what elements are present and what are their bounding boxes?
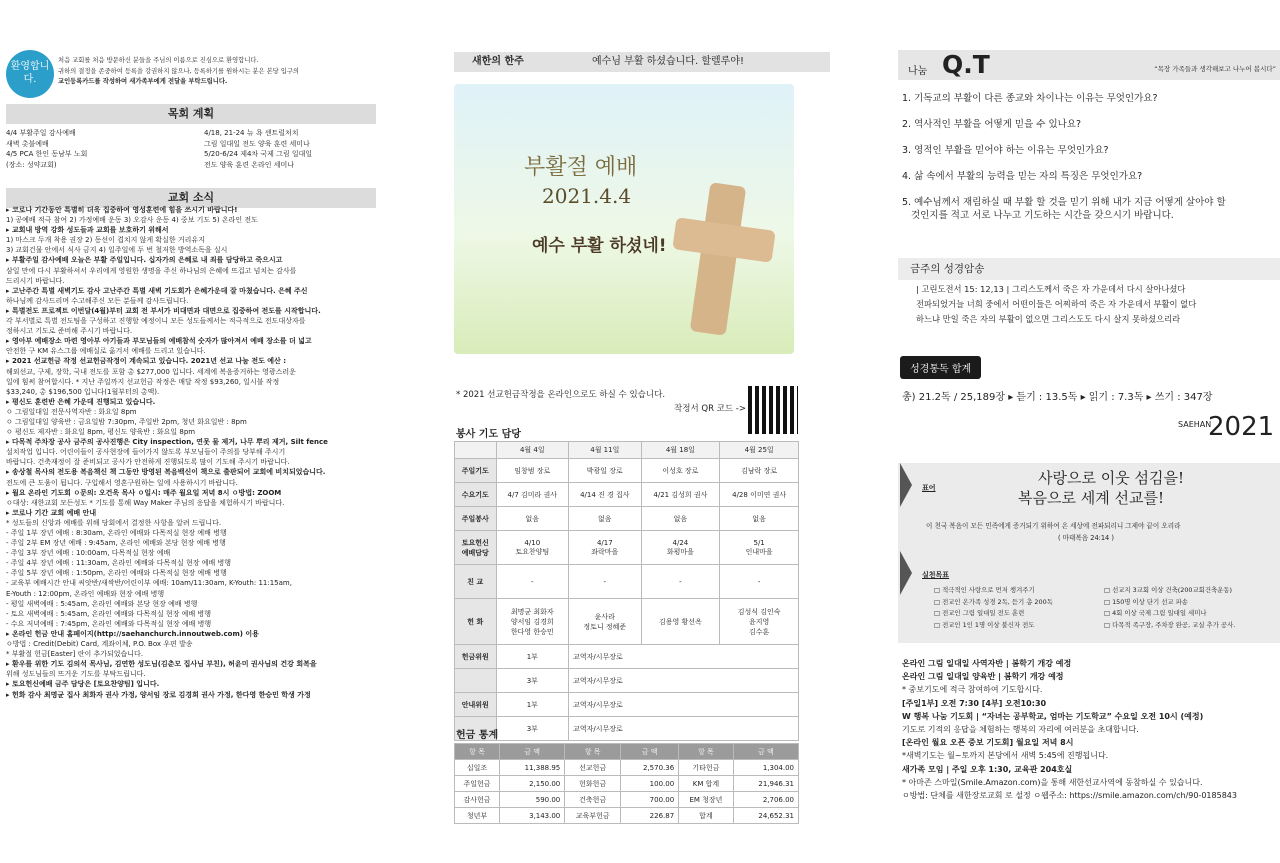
table-cell: 김성식 김인숙 윤지영 김수훈 bbox=[720, 599, 799, 645]
welcome-line: 귀하의 결정을 존중하여 등록을 강권하지 않으나, 등록하기를 원하시는 분은 본당 입구의 bbox=[58, 67, 299, 75]
news-item: 1) 공예배 적극 참여 2) 가정예배 운동 3) 오감사 운동 4) 중보 기도 5) 온라인 전도 bbox=[6, 216, 258, 225]
left-column bbox=[0, 0, 380, 863]
motto-line: 사랑으로 이웃 섬김을! bbox=[1038, 469, 1184, 487]
news-item: E-Youth : 12:00pm, 온라인 예배와 현장 예배 병행 bbox=[6, 589, 165, 598]
schedule-left bbox=[6, 128, 181, 170]
news-item: 해외선교, 구제, 장학, 국내 전도를 포함 총 $277,000 입니다. 세계에 복음증거하는 영광스러운 bbox=[6, 367, 296, 376]
table-cell: 박광일 장로 bbox=[569, 459, 641, 483]
table-cell: 3부 bbox=[496, 669, 569, 693]
table-cell: 4/17 좌락마을 bbox=[569, 531, 641, 565]
table-row bbox=[455, 717, 799, 741]
table-cell: 1,304.00 bbox=[733, 760, 798, 776]
finance-table bbox=[454, 743, 799, 824]
motto-verse: 이 천국 복음이 모든 민족에게 증거되기 위하여 온 세상에 전파되리니 그제야 끝이 오리라 bbox=[926, 522, 1181, 530]
table-cell: 5/1 인내마을 bbox=[720, 531, 799, 565]
table-cell: 김용영 황선옥 bbox=[641, 599, 720, 645]
schedule-item: 4/5 PCA 한인 동남부 노회 bbox=[6, 150, 88, 158]
middle-column bbox=[448, 0, 838, 863]
schedule-item: 4/18, 21-24 뉴 욕 센트럴처치 bbox=[204, 129, 299, 137]
qt-tag: “목장 가족들과 생각해보고 나누어 봅시다” bbox=[1154, 65, 1276, 73]
table-header-row bbox=[455, 442, 799, 459]
news-item: - 평일 새벽예배 : 5:45am, 온라인 예배와 본당 현장 예배 병행 bbox=[6, 599, 198, 608]
note-item: [주일1부] 오전 7:30 [4부] 오전10:30 bbox=[902, 698, 1047, 708]
schedule-right bbox=[204, 128, 379, 170]
table-cell: 교역자/시무장로 bbox=[569, 645, 799, 669]
hero-subtitle: 예수 부활 하셨네! bbox=[532, 236, 667, 256]
news-item: ▸ 코로나 기간 교회 예배 안내 bbox=[6, 508, 97, 517]
table-header-cell: 4월 18일 bbox=[641, 442, 720, 459]
table-cell: 3부 bbox=[496, 717, 569, 741]
arrow-icon bbox=[900, 463, 912, 507]
table-cell: 1부 bbox=[496, 693, 569, 717]
qt-question: 5. 예수님께서 재림하실 때 부활 할 것을 믿기 위해 내가 지금 어떻게 살아야 할 bbox=[902, 197, 1226, 208]
table-row bbox=[455, 792, 799, 808]
table-cell: 교역자/시무장로 bbox=[569, 693, 799, 717]
qt-question: 3. 영적인 부활을 믿어야 하는 이유는 무엇인가요? bbox=[902, 145, 1109, 156]
table-row bbox=[455, 693, 799, 717]
schedule-item: 전도 양육 훈련 온라인 세미나 bbox=[204, 160, 295, 169]
note-item: * 중보기도에 적극 참여하여 기도합시다. bbox=[902, 685, 1043, 695]
note-item: 새가족 모임 | 주일 오후 1:30, 교육관 204호실 bbox=[902, 764, 1073, 774]
table-row bbox=[455, 599, 799, 645]
table-cell: 윤사라 정토니 정혜준 bbox=[569, 599, 641, 645]
notes-list bbox=[902, 657, 1280, 802]
table-cell: 4/21 김성희 권사 bbox=[641, 483, 720, 507]
table-cell: 3,143.00 bbox=[500, 808, 565, 824]
table-cell: EM 청장년 bbox=[679, 792, 734, 808]
news-item: ㅇ 평신도 제자반 : 화요일 8pm, 평신도 양육반 : 화요일 8pm bbox=[6, 428, 196, 437]
qr-note-line: * 2021 선교헌금작정을 온라인으로도 하실 수 있습니다. bbox=[456, 390, 666, 400]
table-row bbox=[455, 669, 799, 693]
qt-question: 1. 기독교의 부활이 다른 종교와 차이나는 이유는 무엇인가요? bbox=[902, 93, 1158, 104]
table-cell: 교육부헌금 bbox=[565, 808, 621, 824]
table-cell: 선교헌금 bbox=[565, 760, 621, 776]
news-item: 정하시고 기도로 준비해 주시기 바랍니다. bbox=[6, 327, 133, 336]
note-item: W 행복 나눔 기도회 | “자녀는 공부학교, 엄마는 기도학교” 수요일 오전 10시 (예정) bbox=[902, 711, 1204, 721]
qt-question: 것인지를 적고 서로 나누고 기도하는 시간을 갖으시기 바랍니다. bbox=[902, 210, 1174, 221]
news-item: 전도에 큰 도움이 됩니다. 구입해서 영혼구원하는 일에 사용하시기 바랍니다. bbox=[6, 478, 238, 487]
schedule-item: (장소: 성약교회) bbox=[6, 160, 57, 169]
table-cell: 건축헌금 bbox=[565, 792, 621, 808]
goal-item: □ 다목적 족구장, 주차장 완공, 교실 추가 공사. bbox=[1104, 620, 1236, 629]
table-cell: 226.87 bbox=[621, 808, 679, 824]
goal-item: □ 선교지 3교회 이상 건축(200교회건축운동) bbox=[1104, 586, 1233, 594]
hero-date: 2021.4.4 bbox=[542, 184, 632, 208]
table-header-cell: 금 액 bbox=[500, 744, 565, 760]
week-header-label: 새한의 한주 bbox=[472, 56, 524, 67]
schedule-title: 목회 계획 bbox=[6, 104, 376, 124]
table-cell: 주일기도 bbox=[455, 459, 497, 483]
table-header-cell: 4월 25일 bbox=[720, 442, 799, 459]
table-row bbox=[455, 776, 799, 792]
news-item: * 성도들의 신앙과 예배를 위해 당회에서 결정한 사항을 알려 드립니다. bbox=[6, 518, 222, 527]
news-item: ▸ 평신도 훈련반 은혜 가운데 진행되고 있습니다. bbox=[6, 397, 156, 406]
welcome-line: 교인등록카드를 작성하여 새가족부에게 전달을 부탁드립니다. bbox=[58, 78, 228, 85]
news-item: 바랍니다. 건축재정이 잘 준비되고 공사가 안전하게 진행되도록 많이 기도해 주시기 바랍니다. bbox=[6, 458, 290, 467]
news-item: - 토요 새벽예배 : 5:45am, 온라인 예배와 다목적실 현장 예배 병행 bbox=[6, 609, 211, 618]
goal-item: □ 적극적인 사랑으로 먼저 챙겨주기 bbox=[934, 586, 1035, 594]
table-cell: 최명균 최화자 양서임 김경희 한다영 한승민 bbox=[496, 599, 569, 645]
news-item: - 주일 4부 장년 예배 : 11:30am, 온라인 예배와 다목적실 현장 예배 병행 bbox=[6, 559, 232, 568]
news-item: 드리시기 바랍니다. bbox=[6, 276, 65, 285]
news-list bbox=[6, 205, 378, 700]
verse-line: | 고린도전서 15: 12,13 | 그리스도께서 죽은 자 가운데서 다시 살아나셨다 bbox=[916, 284, 1186, 294]
news-item: 안전한 구 KM 유스그룹 예배실로 옮겨서 예배를 드리고 있습니다. bbox=[6, 347, 206, 356]
news-item: ▸ 월요 온라인 기도회 ㅇ문의: 오건욱 목사 ㅇ일시: 매주 월요일 저녁 8시 ㅇ방법: ZOOM bbox=[6, 488, 282, 497]
news-item: ▸ 특별전도 프로젝트 이번달(4월)부터 교회 전 부서가 비대면과 대면으로 집중하여 전도를 시작합니다. bbox=[6, 306, 321, 315]
table-cell: 590.00 bbox=[500, 792, 565, 808]
news-item: ▸ 다목적 주차장 공사 금주의 공사진행은 City inspection, 연못 물 제거, 나무 뿌리 제거, Silt fence bbox=[6, 438, 328, 447]
news-item: - 주일 2부 EM 장년 예배 : 9:45am, 온라인 예배와 본당 현장 예배 병행 bbox=[6, 539, 226, 548]
mission-box bbox=[898, 463, 1280, 643]
table-cell: 21,946.31 bbox=[733, 776, 798, 792]
table-cell: - bbox=[569, 565, 641, 599]
bible-stats: 총) 21.2독 / 25,189장 ▸ 듣기 : 13.5독 ▸ 읽기 : 7.3독 ▸ 쓰기 : 347장 bbox=[902, 392, 1213, 403]
bible-badge: 성경통독 합계 bbox=[900, 356, 981, 379]
goals-label: 실천목표 bbox=[922, 571, 950, 579]
table-cell: 김남락 장로 bbox=[720, 459, 799, 483]
table-header-cell bbox=[455, 442, 497, 459]
schedule-item: 5/20-6/24 제4차 국제 그림 일대일 bbox=[204, 150, 313, 158]
news-item: - 주일 5부 장년 예배 : 1:50pm, 온라인 예배와 다목적실 현장 예배 병행 bbox=[6, 569, 227, 578]
table-header-cell: 항 목 bbox=[565, 744, 621, 760]
week-header-text: 예수님 부활 하셨습니다. 할렐루야! bbox=[592, 56, 744, 67]
news-item: 3) 교회건물 안에서 식사 금지 4) 일주일에 두 번 철저한 방역소독을 실시 bbox=[6, 246, 228, 255]
qr-note bbox=[456, 388, 746, 416]
news-item: ▸ 송상철 목사의 전도용 복음책신 책 그동안 방영된 복음백신이 책으로 출판되어 교회에 비치되었습니다. bbox=[6, 468, 326, 477]
qr-code-icon[interactable] bbox=[748, 386, 798, 434]
news-item: - 교육부 예배시간 안내 씨앗반/새싹반/어린이부 예배: 10am/11:30am, K-Youth: 11:15am, bbox=[6, 579, 292, 588]
note-item: 온라인 그림 일대일 양육반 | 봄학기 개강 예정 bbox=[902, 672, 1064, 682]
table-cell: 없음 bbox=[720, 507, 799, 531]
news-title: 교회 소식 bbox=[6, 188, 376, 208]
schedule-item: 4/4 부활주일 감사예배 bbox=[6, 129, 76, 137]
table-cell: 4/14 진 경 집사 bbox=[569, 483, 641, 507]
news-item: ㅇ대상: 새한교회 모든성도 * 기도를 통해 Way Maker 주님의 응답을 체험하시기 바랍니다. bbox=[6, 498, 285, 507]
qt-question: 2. 역사적인 부활을 어떻게 믿을 수 있나요? bbox=[902, 119, 1082, 130]
goal-item: □ 전교인 온가족 성경 2독, 듣기 총 200독 bbox=[934, 597, 1053, 606]
note-item: 기도로 기적의 응답을 체험하는 행복의 자리에 여러분을 초대합니다. bbox=[902, 725, 1139, 735]
cross-icon bbox=[672, 217, 775, 263]
table-cell: - bbox=[720, 565, 799, 599]
right-column bbox=[892, 0, 1280, 863]
note-item: ㅇ방법: 단체를 새한장로교회 로 설정 ㅇ웹주소: https://smile.amazon.com/ch/90-0185843 bbox=[902, 791, 1237, 801]
news-item: ㅇ 그림일대일 전문사역자반 : 화요일 8pm bbox=[6, 407, 137, 416]
table-header-row bbox=[455, 744, 799, 760]
news-item: - 주일 3부 장년 예배 : 10:00am, 다목적실 현장 예배 bbox=[6, 549, 171, 558]
news-item: ㅇ 그림일대일 양육반 : 금요일밤 7:30pm, 주일반 2pm, 청년 화요일반 : 8pm bbox=[6, 417, 247, 426]
news-item: ▸ 온라인 헌금 안내 홈페이지(http://saehanchurch.innoutweb.com) 이용 bbox=[6, 629, 259, 638]
table-cell: 청년부 bbox=[455, 808, 500, 824]
welcome-text bbox=[58, 56, 378, 88]
goal-item: □ 전교인 1인 1명 이상 불신자 전도 bbox=[934, 620, 1035, 629]
table-cell: 친 교 bbox=[455, 565, 497, 599]
motto-ref: ( 마태복음 24:14 ) bbox=[1058, 534, 1114, 542]
news-item: ▸ 영아부 예배장소 마련 영아부 아기들과 부모님들의 예배참석 숫자가 많아져서 예배 장소를 더 넓고 bbox=[6, 337, 312, 346]
table-cell: 교역자/시무장로 bbox=[569, 717, 799, 741]
finance-title: 헌금 통계 bbox=[456, 730, 499, 741]
verse-text bbox=[916, 282, 1280, 327]
table-row bbox=[455, 645, 799, 669]
hero-title: 부활절 예배 bbox=[524, 155, 638, 180]
table-cell: 4/28 이미연 권사 bbox=[720, 483, 799, 507]
schedule-item: 그림 일대일 전도 양육 훈련 세미나 bbox=[204, 139, 310, 148]
easter-illustration bbox=[454, 84, 794, 354]
news-item: ㅇ방법 : Credit(Debit) Card, 계좌이체, P.O. Box 우편 발송 bbox=[6, 640, 193, 649]
news-item: ▸ 코로나 기간동안 특별히 더욱 집중하여 영성훈련에 힘을 쓰시기 바랍니다! bbox=[6, 206, 238, 214]
table-cell: - bbox=[641, 565, 720, 599]
table-row bbox=[455, 760, 799, 776]
qr-note-line: 작정서 QR 코드 -> bbox=[674, 404, 746, 414]
goal-item: □ 150명 이상 단기 선교 파송 bbox=[1104, 597, 1188, 606]
schedule-item: 새벽 촛불예배 bbox=[6, 139, 49, 148]
prayer-title: 봉사 기도 담당 bbox=[456, 429, 521, 440]
table-cell: 토요헌신 예배담당 bbox=[455, 531, 497, 565]
news-item: 하나님께 감사드리며 수고해주신 모든 분들께 감사드립니다. bbox=[6, 296, 189, 305]
table-cell: 없음 bbox=[641, 507, 720, 531]
news-item: 1) 마스크 두개 착용 권장 2) 동선이 겹치지 않게 확실한 거리유지 bbox=[6, 236, 205, 245]
news-item: 설치작업 입니다. 어린이들이 공사현장에 들어가지 않도록 부모님들이 주의를 당부해 주시기 bbox=[6, 448, 286, 457]
note-item: 온라인 그림 일대일 사역자반 | 봄학기 개강 예정 bbox=[902, 659, 1072, 668]
arrow-icon bbox=[900, 551, 912, 595]
note-item: *새벽기도는 월~토까지 본당에서 새벽 5:45에 진행됩니다. bbox=[902, 751, 1109, 761]
table-cell: 주일헌금 bbox=[455, 776, 500, 792]
table-cell: 주일봉사 bbox=[455, 507, 497, 531]
table-header-cell: 금 액 bbox=[733, 744, 798, 760]
news-item: 위해 성도님들의 뜨거운 기도를 부탁드립니다. bbox=[6, 670, 146, 679]
table-cell: 교역자/시무장로 bbox=[569, 669, 799, 693]
table-cell: 1부 bbox=[496, 645, 569, 669]
news-item: $33,240, 총 $196,500 입니다(1월부터의 총액). bbox=[6, 387, 160, 396]
table-cell: KM 합계 bbox=[679, 776, 734, 792]
table-header-cell: 금 액 bbox=[621, 744, 679, 760]
table-cell: 100.00 bbox=[621, 776, 679, 792]
table-cell: 2,150.00 bbox=[500, 776, 565, 792]
table-header-cell: 4월 11일 bbox=[569, 442, 641, 459]
week-header bbox=[454, 52, 830, 72]
table-cell: - bbox=[496, 565, 569, 599]
table-cell: 수요기도 bbox=[455, 483, 497, 507]
table-cell: 안내위원 bbox=[455, 693, 497, 717]
table-cell: 감사헌금 bbox=[455, 792, 500, 808]
table-cell: 4/7 김미라 권사 bbox=[496, 483, 569, 507]
table-cell: 임창범 장로 bbox=[496, 459, 569, 483]
table-row bbox=[455, 459, 799, 483]
note-item: * 아마존 스마일(Smile.Amazon.com)을 통해 새한선교사역에 동참하실 수 있습니다. bbox=[902, 777, 1203, 787]
table-header-cell: 항 목 bbox=[679, 744, 734, 760]
qt-question: 4. 삶 속에서 부활의 능력을 믿는 자의 특징은 무엇인가요? bbox=[902, 171, 1143, 182]
table-header-cell: 항 목 bbox=[455, 744, 500, 760]
cross-icon bbox=[690, 182, 747, 336]
news-item: ▸ 토요헌신예배 금주 담당은 [토요찬양팀] 입니다. bbox=[6, 680, 160, 689]
table-cell: 2,706.00 bbox=[733, 792, 798, 808]
news-item: ▸ 헌화 감사 최명균 집사 최화자 권사 가정, 양서임 장로 김경희 권사 가정, 한다영 한승민 학생 가정 bbox=[6, 690, 311, 699]
table-cell: 24,652.31 bbox=[733, 808, 798, 824]
motto-line: 복음으로 세계 선교를! bbox=[1018, 489, 1164, 507]
news-item: 각 부서별로 특별 전도팀을 구성하고 진행할 예정이니 모든 성도들께서는 적극적으로 전도대상자를 bbox=[6, 317, 306, 326]
news-item: ▸ 환우를 위한 기도 김의석 목사님, 김연한 성도님(김춘모 집사님 부친), 허윤미 권사님의 건강 회복을 bbox=[6, 660, 317, 669]
news-item: 삼일 만에 다시 부활하셔서 우리에게 영원한 생명을 주신 하나님의 은혜에 뜨겁고 넘치는 감사를 bbox=[6, 266, 297, 275]
qt-prefix: 나눔 bbox=[908, 66, 928, 77]
table-row bbox=[455, 507, 799, 531]
qt-questions bbox=[902, 92, 1280, 235]
news-item: * 부활절 헌금[Easter] 란이 추가되었습니다. bbox=[6, 650, 144, 659]
goal-item: □ 전교인 그림 일대일 전도 훈련 bbox=[934, 609, 1025, 617]
table-cell: 4/10 토요찬양팀 bbox=[496, 531, 569, 565]
table-cell: 헌화헌금 bbox=[565, 776, 621, 792]
table-row bbox=[455, 808, 799, 824]
table-row bbox=[455, 531, 799, 565]
table-cell: 11,388.95 bbox=[500, 760, 565, 776]
news-item: ▸ 교회내 방역 강화 성도들과 교회를 보호하기 위해서 bbox=[6, 226, 169, 235]
news-item: ▸ 2021 선교헌금 작정 선교헌금작정이 계속되고 있습니다. 2021년 선교 나눔 전도 예산 : bbox=[6, 357, 287, 366]
brand-label: SAEHAN bbox=[1178, 420, 1212, 429]
table-cell: 십일조 bbox=[455, 760, 500, 776]
table-cell: 2,570.36 bbox=[621, 760, 679, 776]
news-item: ▸ 고난주간 특별 새벽기도 감사 고난주간 특별 새벽 기도회가 은혜가운데 잘 마쳤습니다. 은혜 주신 bbox=[6, 286, 308, 295]
table-cell: 없음 bbox=[496, 507, 569, 531]
welcome-line: 처음 교회를 처음 방문하신 분들을 주님의 이름으로 진심으로 환영합니다. bbox=[58, 57, 259, 64]
table-header-cell: 4월 4일 bbox=[496, 442, 569, 459]
table-cell: 합계 bbox=[679, 808, 734, 824]
goal-item: □ 4회 이상 국제 그림 일대일 세미나 bbox=[1104, 609, 1207, 617]
qt-header bbox=[898, 50, 1280, 80]
note-item: [온라인 월요 오픈 중보 기도회] 월요일 저녁 8시 bbox=[902, 738, 1074, 748]
motto-label: 표어 bbox=[922, 484, 936, 492]
welcome-badge: 환영합니다. bbox=[6, 50, 54, 98]
verse-line: 전파되었거늘 너희 중에서 어떤이들은 어찌하여 죽은 자 가운데서 부활이 없다 bbox=[916, 299, 1197, 309]
table-cell bbox=[455, 669, 497, 693]
table-row bbox=[455, 565, 799, 599]
table-row bbox=[455, 483, 799, 507]
verse-line: 하느냐 만일 죽은 자의 부활이 없으면 그리스도도 다시 살지 못하셨으리라 bbox=[916, 314, 1181, 324]
table-cell: 없음 bbox=[569, 507, 641, 531]
table-cell: 이성호 장로 bbox=[641, 459, 720, 483]
table-cell: 700.00 bbox=[621, 792, 679, 808]
prayer-table bbox=[454, 441, 799, 741]
news-item: - 주일 1부 장년 예배 : 8:30am, 온라인 예배와 다목적실 현장 예배 병행 bbox=[6, 529, 227, 537]
table-cell: 헌금위원 bbox=[455, 645, 497, 669]
news-item: - 수요 저녁예배 : 7:45pm, 온라인 예배와 다목적실 현장 예배 병행 bbox=[6, 619, 212, 628]
news-item: 일에 힘써 참여합시다. * 지난 주일까지 선교헌금 작정은 매달 작정 $93,260, 일시불 작정 bbox=[6, 377, 280, 386]
qt-title: Q.T bbox=[942, 50, 990, 79]
verse-title: 금주의 성경암송 bbox=[898, 258, 1280, 280]
brand-year: 2021 bbox=[1208, 412, 1275, 442]
table-cell: 헌 화 bbox=[455, 599, 497, 645]
table-cell: 4/24 화평마을 bbox=[641, 531, 720, 565]
goals-list bbox=[934, 585, 1280, 631]
news-item: ▸ 부활주일 감사예배 오늘은 부활 주일입니다. 십자가의 은혜로 내 죄를 담당하고 죽으시고 bbox=[6, 256, 283, 265]
table-cell: 기타헌금 bbox=[679, 760, 734, 776]
